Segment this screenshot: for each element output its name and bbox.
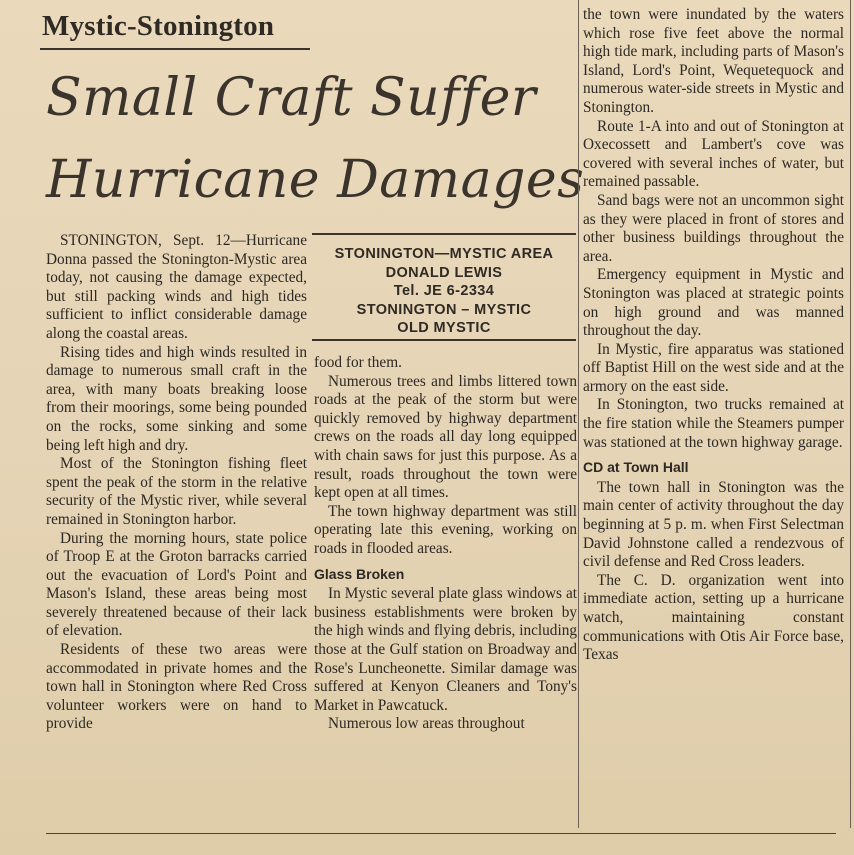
paragraph: the town were inundated by the waters which rose five feet above the normal high tide mark, including parts of Mason's Island, Lord's Point, Wequetequock and numerous water-side streets in Mystic and Stonington. xyxy=(583,6,844,116)
headline-line-2: Hurricane Damages xyxy=(46,150,585,210)
paragraph: The town hall in Stonington was the main center of activity throughout the day beginning at 5 p. m. when First Selectman David Johnstone called a rendezvous of civil defense and Red Cross leaders. xyxy=(583,478,844,571)
paragraph: The town highway department was still operating late this evening, working on roads in flooded areas. xyxy=(314,502,577,557)
column-divider xyxy=(578,0,579,828)
article-column-3 xyxy=(583,6,844,665)
paragraph: Most of the Stonington fishing fleet spent the peak of the storm in the relative security of the Mystic river, while several remained in Stonington harbor. xyxy=(46,455,307,528)
paragraph: STONINGTON, Sept. 12—Hurricane Donna passed the Stonington-Mystic area today, not causing the damage expected, but still packing winds and high tides sufficient to inflict considerable damage along the coastal areas. xyxy=(46,232,307,342)
paragraph: The C. D. organization went into immediate action, setting up a hurricane watch, maintaining constant communications with Otis Air Force base, Texas xyxy=(583,571,844,664)
byline-reporter: DONALD LEWIS xyxy=(385,264,503,281)
byline-coverage: STONINGTON – MYSTIC xyxy=(356,301,532,318)
paragraph: In Mystic, fire apparatus was stationed off Baptist Hill on the west side and at the armory on the east side. xyxy=(583,340,844,395)
paragraph: Numerous low areas throughout xyxy=(328,715,525,733)
byline-phone: Tel. JE 6-2334 xyxy=(393,283,495,299)
byline-box xyxy=(312,233,576,341)
paragraph: During the morning hours, state police of Troop E at the Groton barracks carried out the evacuation of Lord's Point and Mason's Island, these areas being most severely threatened because of their lack of elevation. xyxy=(46,529,307,640)
article-column-2 xyxy=(314,354,577,734)
headline-line-1: Small Craft Suffer xyxy=(46,68,537,128)
paragraph: Residents of these two areas were accommodated in private homes and the town hall in Stonington where Red Cross volunteer workers were on hand to provide xyxy=(46,641,307,733)
paragraph: Sand bags were not an uncommon sight as they were placed in front of stores and other business buildings throughout the area. xyxy=(583,191,844,265)
kicker-underline xyxy=(40,48,310,50)
byline-area: STONINGTON—MYSTIC AREA xyxy=(334,246,554,262)
bottom-rule xyxy=(46,833,836,834)
paragraph: Numerous trees and limbs littered town roads at the peak of the storm but were quickly removed by highway department crews on the roads all day long equipped with chain saws for just this purpose. As a result, roads throughout the town were kept open at all times. xyxy=(314,372,577,502)
article-column-1 xyxy=(46,232,307,734)
paragraph: Emergency equipment in Mystic and Stonington was placed at strategic points on high ground and was manned throughout the day. xyxy=(583,266,844,340)
paragraph: Rising tides and high winds resulted in damage to numerous small craft in the area, with many boats breaking loose from their moorings, some being pounded on the rocks, some sinking and some being left high and dry. xyxy=(46,343,307,454)
paragraph: In Stonington, two trucks remained at the fire station while the Steamers pumper was stationed at the town highway garage. xyxy=(583,396,844,451)
column-divider xyxy=(850,0,851,828)
paragraph: Route 1-A into and out of Stonington at Oxecossett and Lambert's cove was covered with several inches of water, but remained passable. xyxy=(583,117,844,191)
subhead-glass-broken: Glass Broken xyxy=(314,565,405,582)
paragraph: food for them. xyxy=(314,354,402,371)
section-kicker: Mystic-Stonington xyxy=(42,10,275,42)
byline-coverage-2: OLD MYSTIC xyxy=(397,320,491,336)
paragraph: In Mystic several plate glass windows at business establishments were broken by the high winds and flying debris, including those at the Gulf station on Broadway and Rose's Luncheonette. Similar damage was suffered at Kenyon Cleaners and Tony's Market in Pawcatuck. xyxy=(314,585,577,714)
subhead-cd-at-town-hall: CD at Town Hall xyxy=(583,459,689,476)
